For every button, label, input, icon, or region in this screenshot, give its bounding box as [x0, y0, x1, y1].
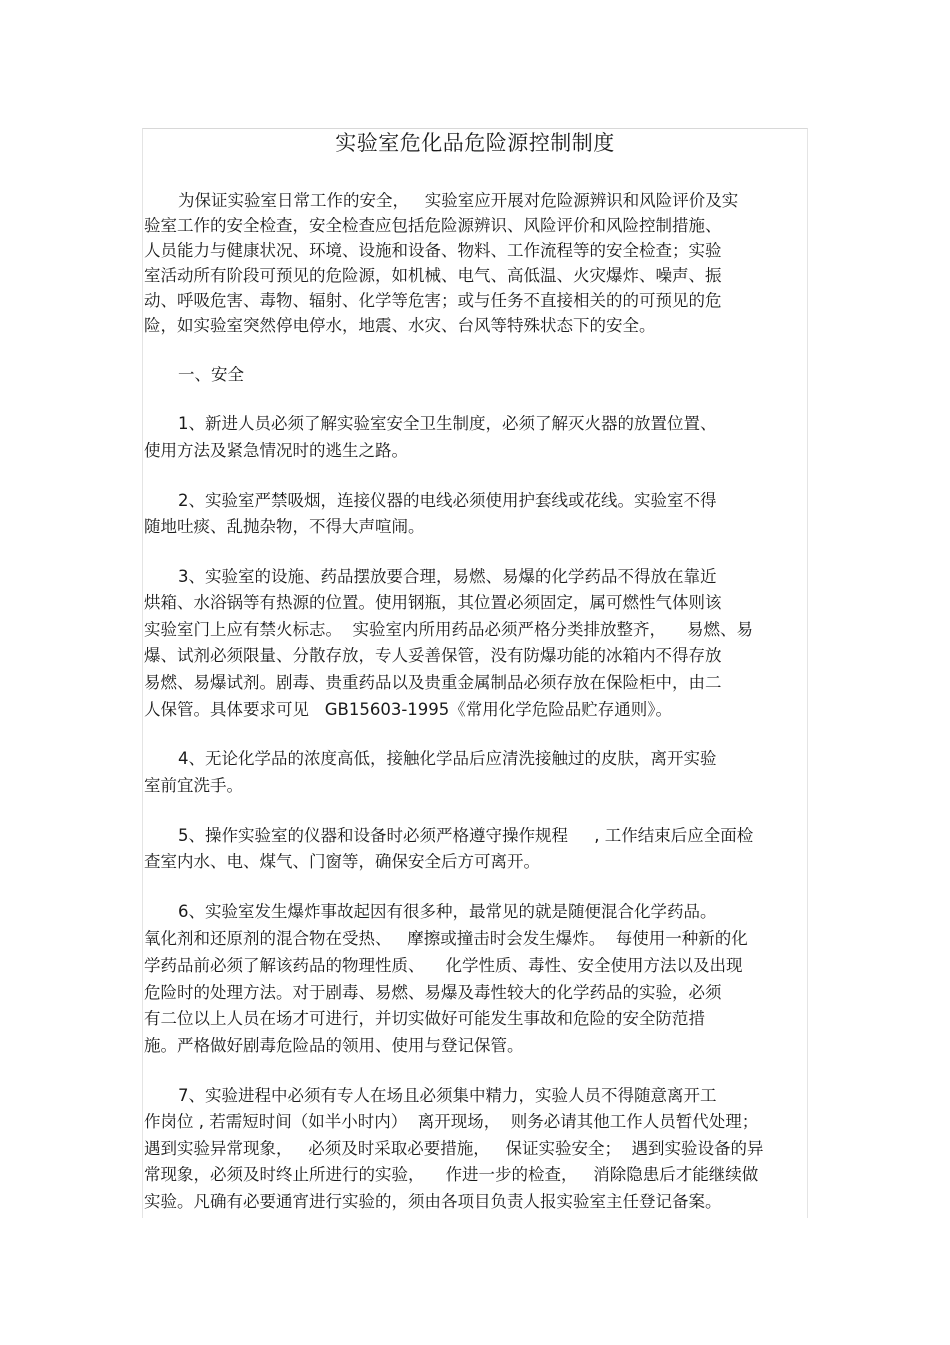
item-3-line: 易燃、易爆试剂。剧毒、贵重药品以及贵重金属制品必须存放在保险柜中，由二: [144, 673, 722, 692]
item-6-line: 氧化剂和还原剂的混合物在受热、 摩擦或撞击时会发生爆炸。 每使用一种新的化: [144, 929, 748, 948]
item-5-line: 5、操作实验室的仪器和设备时必须严格遵守操作规程 , 工作结束后应全面检: [178, 826, 754, 845]
item-2-line: 2、实验室严禁吸烟，连接仪器的电线必须使用护套线或花线。实验室不得: [178, 491, 717, 510]
item-3-line: 爆、试剂必须限量、分散存放，专人妥善保管，没有防爆功能的冰箱内不得存放: [144, 646, 722, 665]
intro-line: 为保证实验室日常工作的安全， 实验室应开展对危险源辨识和风险评价及实: [178, 191, 739, 210]
intro-line: 验室工作的安全检查，安全检查应包括危险源辨识、风险评价和风险控制措施、: [144, 216, 722, 235]
intro-line: 险，如实验室突然停电停水，地震、水灾、台风等特殊状态下的安全。: [144, 316, 656, 335]
item-3-line: 人保管。具体要求可见 GB15603-1995《常用化学危险品贮存通则》。: [144, 700, 673, 719]
item-3-line: 实验室门上应有禁火标志。 实验室内所用药品必须严格分类排放整齐， 易燃、易: [144, 620, 753, 639]
item-4-line: 4、无论化学品的浓度高低，接触化学品后应清洗接触过的皮肤，离开实验: [178, 749, 717, 768]
item-7-line: 作岗位 , 若需短时间（如半小时内） 离开现场， 则务必请其他工作人员暂代处理；: [144, 1112, 759, 1131]
item-7-line: 实验。凡确有必要通宵进行实验的，须由各项目负责人报实验室主任登记备案。: [144, 1192, 722, 1211]
item-7-line: 常现象，必须及时终止所进行的实验， 作进一步的检查， 消除隐患后才能继续做: [144, 1165, 759, 1184]
item-6-line: 有二位以上人员在场才可进行，并切实做好可能发生事故和危险的安全防范措: [144, 1009, 705, 1028]
item-5-line: 查室内水、电、煤气、门窗等，确保安全后方可离开。: [144, 852, 540, 871]
item-3-line: 烘箱、水浴锅等有热源的位置。使用钢瓶，其位置必须固定，属可燃性气体则该: [144, 593, 722, 612]
item-6-line: 施。严格做好剧毒危险品的领用、使用与登记保管。: [144, 1036, 524, 1055]
section-heading: 一、安全: [178, 365, 244, 384]
item-3-line: 3、实验室的设施、药品摆放要合理，易燃、易爆的化学药品不得放在靠近: [178, 567, 717, 586]
intro-line: 人员能力与健康状况、环境、设施和设备、物料、工作流程等的安全检查；实验: [144, 241, 722, 260]
item-7-line: 遇到实验异常现象， 必须及时采取必要措施， 保证实验安全； 遇到实验设备的异: [144, 1139, 764, 1158]
item-6-line: 学药品前必须了解该药品的物理性质、 化学性质、毒性、安全使用方法以及出现: [144, 956, 743, 975]
intro-line: 室活动所有阶段可预见的危险源，如机械、电气、高低温、火灾爆炸、噪声、振: [144, 266, 722, 285]
item-1-line: 使用方法及紧急情况时的逃生之路。: [144, 441, 408, 460]
item-1-line: 1、新进人员必须了解实验室安全卫生制度，必须了解灭火器的放置位置、: [178, 414, 717, 433]
item-7-line: 7、实验进程中必须有专人在场且必须集中精力，实验人员不得随意离开工: [178, 1086, 717, 1105]
intro-line: 动、呼吸危害、毒物、辐射、化学等危害；或与任务不直接相关的的可预见的危: [144, 291, 722, 310]
item-2-line: 随地吐痰、乱抛杂物，不得大声喧闹。: [144, 517, 425, 536]
item-6-line: 危险时的处理方法。对于剧毒、易燃、易爆及毒性较大的化学药品的实验，必须: [144, 983, 722, 1002]
document-title: 实验室危化品危险源控制制度: [335, 131, 615, 155]
item-4-line: 室前宜洗手。: [144, 776, 243, 795]
item-6-line: 6、实验室发生爆炸事故起因有很多种，最常见的就是随便混合化学药品。: [178, 902, 717, 921]
